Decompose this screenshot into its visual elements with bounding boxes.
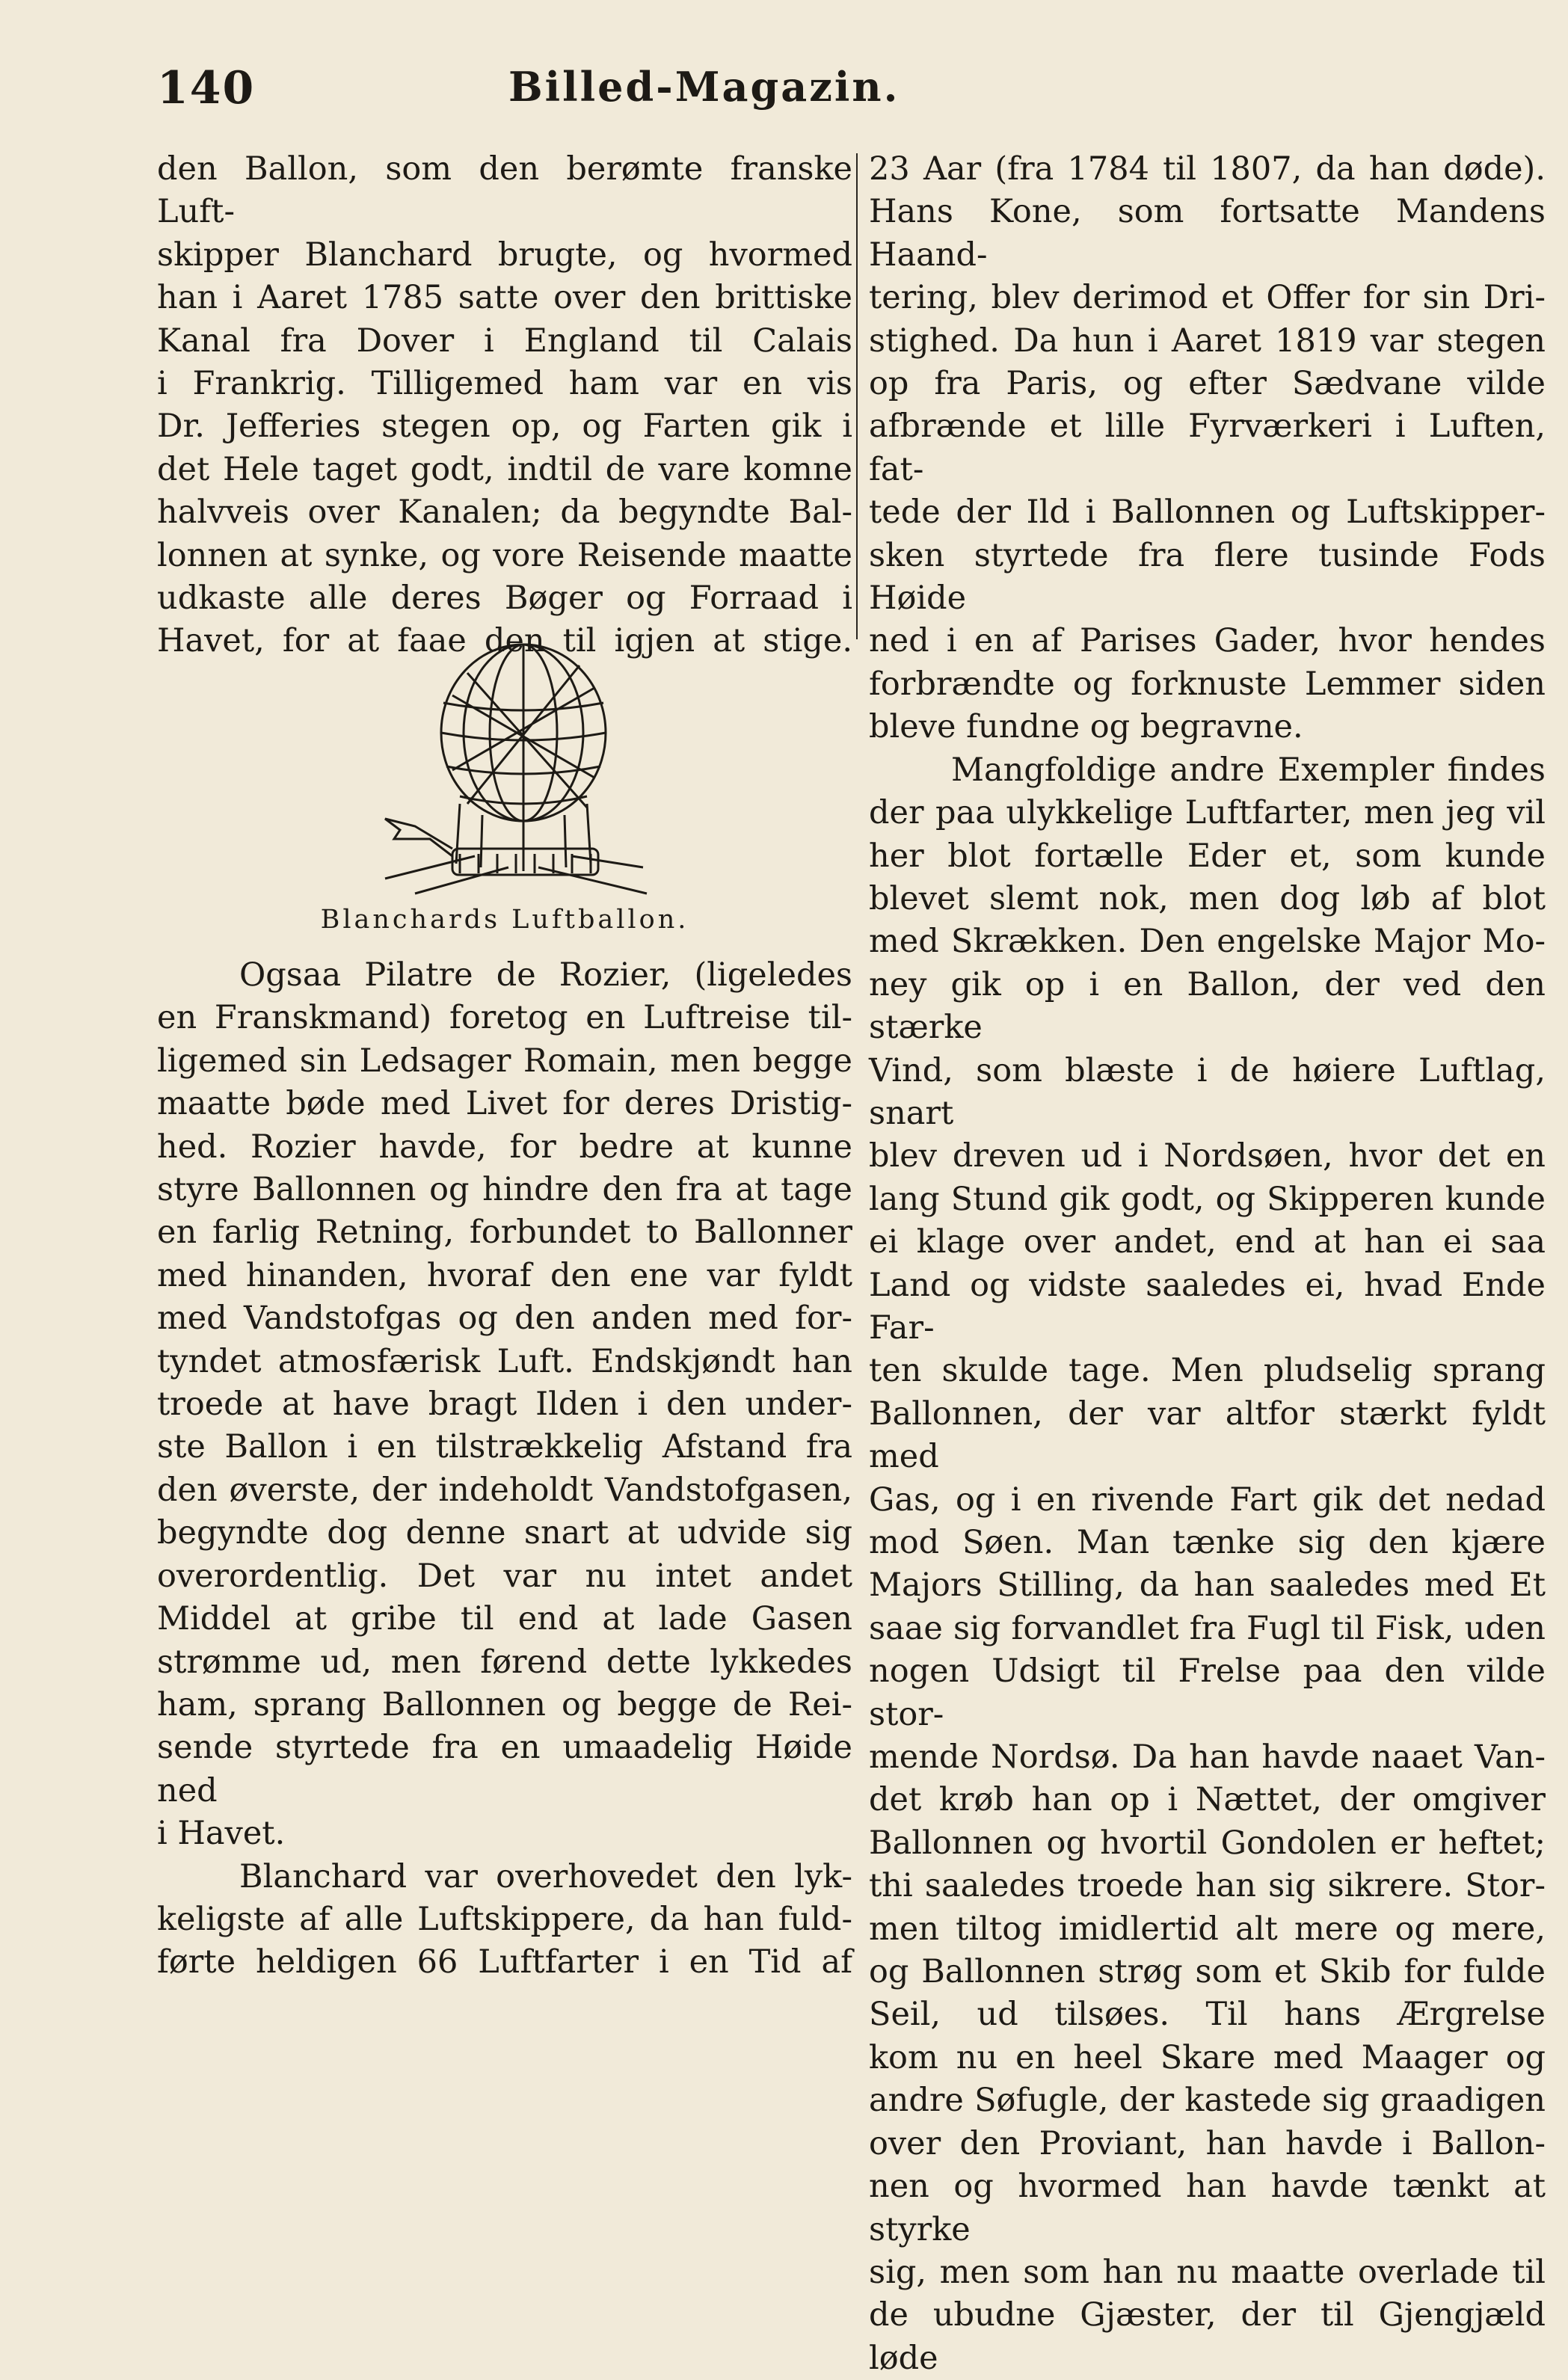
text-line: over den Proviant, han havde i Ballon-	[869, 2124, 1546, 2162]
text-line: de ubudne Gjæster, der til Gjengjæld løde	[869, 2296, 1546, 2377]
paragraph-rozier	[157, 954, 852, 1856]
text-line: udkaste alle deres Bøger og Forraad i	[157, 579, 852, 618]
text-line: han i Aaret 1785 satte over den brittiske	[157, 279, 852, 317]
text-line: Ogsaa Pilatre de Rozier, (ligeledes	[239, 956, 852, 994]
text-line: mod Søen. Man tænke sig den kjære	[869, 1524, 1546, 1561]
text-line: ligemed sin Ledsager Romain, men begge	[157, 1042, 852, 1080]
text-line: andre Søfugle, der kastede sig graadigen	[869, 2082, 1546, 2120]
text-line: blev dreven ud i Nordsøen, hvor det en	[869, 1137, 1546, 1175]
text-line: keligste af alle Luftskippere, da han fuld-	[157, 1900, 852, 1938]
text-line: førte heldigen 66 Luftfarter i en Tid af	[157, 1943, 852, 1981]
text-line: sig, men som han nu maatte overlade til	[869, 2253, 1546, 2291]
text-line: sken styrtede fra flere tusinde Fods Høide	[869, 536, 1546, 618]
text-line: med hinanden, hvoraf den ene var fyldt	[157, 1256, 852, 1294]
text-line: og Ballonnen strøg som et Skib for fulde	[869, 1953, 1546, 1991]
text-line: 23 Aar (fra 1784 til 1807, da han døde).	[869, 150, 1546, 188]
text-line: op fra Paris, og efter Sædvane vilde	[869, 365, 1546, 403]
text-line: bleve fundne og begravne.	[869, 708, 1303, 746]
text-line: lang Stund gik godt, og Skipperen kunde	[869, 1180, 1546, 1218]
text-line: forbrændte og forknuste Lemmer siden	[869, 665, 1546, 703]
text-line: Hans Kone, som fortsatte Mandens Haand-	[869, 193, 1546, 274]
right-column	[869, 148, 1546, 2380]
column-divider	[856, 153, 858, 639]
text-line: Havet, for at faae den til igjen at stige.	[157, 622, 852, 660]
text-line: Dr. Jefferies stegen op, og Farten gik i	[157, 408, 852, 446]
text-line: men tiltog imidlertid alt mere og mere,	[869, 1910, 1546, 1948]
figure-caption: Blanchards Luftballon.	[320, 905, 689, 935]
text-line: lonnen at synke, og vore Reisende maatte	[157, 536, 852, 574]
text-line: strømme ud, men førend dette lykkedes	[157, 1643, 852, 1681]
text-line: i Frankrig. Tilligemed ham var en vis	[157, 365, 852, 403]
text-line: Land og vidste saaledes ei, hvad Ende Far-	[869, 1266, 1546, 1347]
text-line: maatte bøde med Livet for deres Dristig-	[157, 1085, 852, 1123]
text-line: blevet slemt nok, men dog løb af blot	[869, 879, 1546, 917]
text-line: sende styrtede fra en umaadelig Høide ned	[157, 1729, 852, 1809]
text-line: Mangfoldige andre Exempler findes	[951, 751, 1546, 789]
text-line: saae sig forvandlet fra Fugl til Fisk, uden	[869, 1609, 1546, 1647]
text-line: Blanchard var overhovedet den lyk-	[239, 1857, 852, 1895]
text-line: den Ballon, som den berømte franske Luft-	[157, 150, 852, 231]
paragraph-blanchard-crossing	[157, 148, 852, 663]
text-line: begyndte dog denne snart at udvide sig	[157, 1514, 852, 1552]
text-line: ned i en af Parises Gader, hvor hendes	[869, 622, 1546, 660]
text-line: Middel at gribe til end at lade Gasen	[157, 1600, 852, 1638]
text-line: overordentlig. Det var nu intet andet	[157, 1557, 852, 1595]
text-line: Kanal fra Dover i England til Calais	[157, 322, 852, 360]
text-line: en farlig Retning, forbundet to Ballonner	[157, 1214, 852, 1252]
text-line: stighed. Da hun i Aaret 1819 var stegen	[869, 322, 1546, 360]
text-line: ham, sprang Ballonnen og begge de Rei-	[157, 1685, 852, 1723]
text-line: med Skrækken. Den engelske Major Mo-	[869, 923, 1546, 961]
paragraph-major-money	[869, 749, 1546, 2380]
text-line: ten skulde tage. Men pludselig sprang	[869, 1352, 1546, 1390]
page-number: 140	[157, 62, 256, 114]
balloon-illustration	[348, 643, 662, 901]
text-line: styre Ballonnen og hindre den fra at tage	[157, 1171, 852, 1209]
text-line: Vind, som blæste i de høiere Luftlag, snart	[869, 1051, 1546, 1132]
left-column-lower	[157, 954, 852, 1984]
balloon-figure	[157, 643, 852, 946]
text-line: Seil, ud tilsøes. Til hans Ærgrelse	[869, 1996, 1546, 2034]
text-line: Ballonnen og hvortil Gondolen er heftet;	[869, 1824, 1546, 1862]
text-line: skipper Blanchard brugte, og hvormed	[157, 236, 852, 274]
text-line: ste Ballon i en tilstrækkelig Afstand fra	[157, 1428, 852, 1466]
text-line: tering, blev derimod et Offer for sin Dri-	[869, 279, 1546, 317]
text-line: i Havet.	[157, 1815, 286, 1853]
text-line: nen og hvormed han havde tænkt at styrke	[869, 2168, 1546, 2248]
text-line: halvveis over Kanalen; da begyndte Bal-	[157, 493, 852, 532]
text-line: en Franskmand) foretog en Luftreise til-	[157, 999, 852, 1037]
paragraph-blanchard-wife	[869, 148, 1546, 749]
text-line: nogen Udsigt til Frelse paa den vilde stor-	[869, 1652, 1546, 1733]
text-line: kom nu en heel Skare med Maager og	[869, 2038, 1546, 2076]
text-line: thi saaledes troede han sig sikrere. Stor-	[869, 1867, 1546, 1905]
left-column	[157, 148, 852, 663]
text-line: der paa ulykkelige Luftfarter, men jeg vil	[869, 794, 1546, 832]
text-line: tyndet atmosfærisk Luft. Endskjøndt han	[157, 1342, 852, 1380]
running-title: Billed-Magazin.	[508, 63, 900, 111]
text-line: troede at have bragt Ilden i den under-	[157, 1386, 852, 1424]
text-line: mende Nordsø. Da han havde naaet Van-	[869, 1738, 1546, 1777]
paragraph-blanchard-luckiest	[157, 1856, 852, 1984]
text-line: tede der Ild i Ballonnen og Luftskipper-	[869, 493, 1546, 532]
text-line: Gas, og i en rivende Fart gik det nedad	[869, 1480, 1546, 1519]
text-line: Ballonnen, der var altfor stærkt fyldt med	[869, 1395, 1546, 1476]
text-line: afbrænde et lille Fyrværkeri i Luften, fat-	[869, 408, 1546, 488]
text-line: den øverste, der indeholdt Vandstofgasen,	[157, 1471, 852, 1509]
text-line: det Hele taget godt, indtil de vare komne	[157, 450, 852, 488]
text-line: ney gik op i en Ballon, der ved den stærke	[869, 965, 1546, 1047]
text-line: hed. Rozier havde, for bedre at kunne	[157, 1128, 852, 1166]
text-line: med Vandstofgas og den anden med for-	[157, 1300, 852, 1338]
text-line: Majors Stilling, da han saaledes med Et	[869, 1566, 1546, 1605]
text-line: det krøb han op i Nættet, der omgiver	[869, 1781, 1546, 1819]
text-line: her blot fortælle Eder et, som kunde	[869, 837, 1546, 875]
text-line: ei klage over andet, end at han ei saa	[869, 1223, 1546, 1261]
